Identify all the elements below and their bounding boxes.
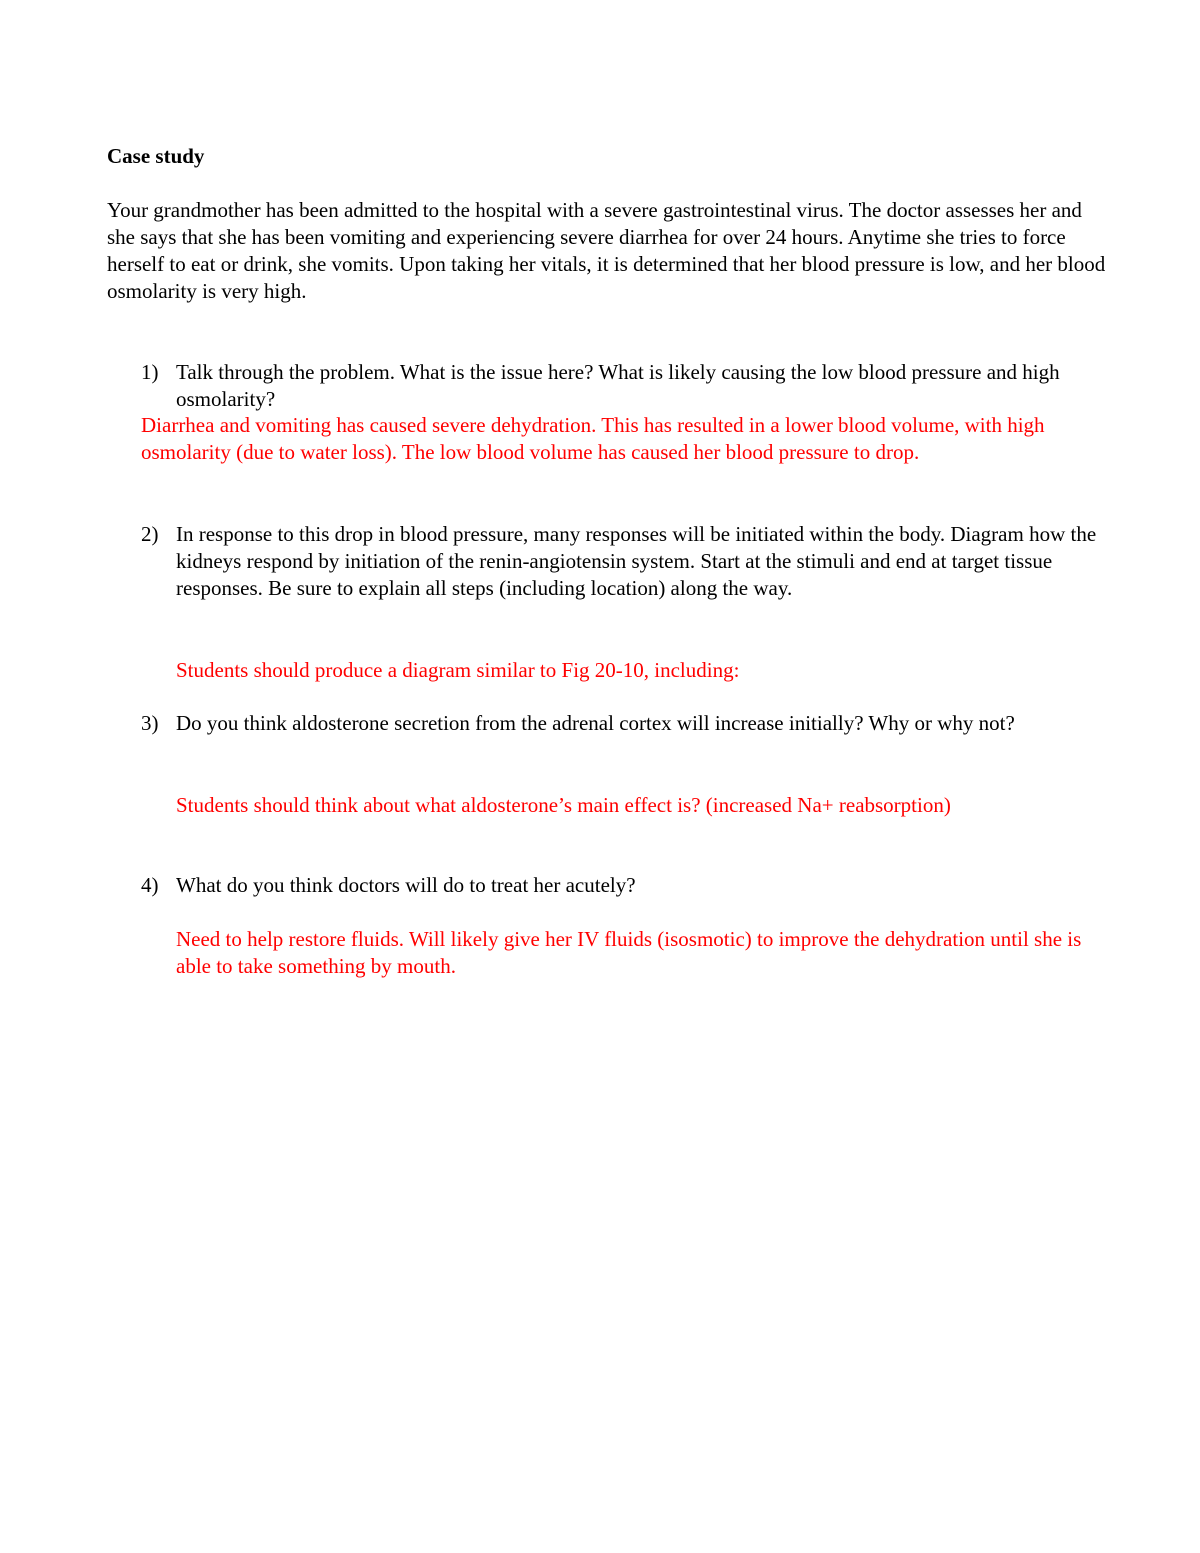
question-text: In response to this drop in blood pressure, many responses will be initiated within the body. Diagram how the kidneys respond by initiation of the renin-angiotensin system. Start at the stimuli and end at target tissue responses. Be sure to explain all steps (including location) along the way.	[176, 522, 1097, 600]
question-text: Do you think aldosterone secretion from the adrenal cortex will increase initially? Why or why not?	[176, 711, 1015, 735]
answer-3: Students should think about what aldosterone’s main effect is? (increased Na+ reabsorption)	[176, 793, 951, 817]
answer-2: Students should produce a diagram similar to Fig 20-10, including:	[176, 658, 740, 682]
question-number: 4)	[141, 873, 159, 897]
question-3	[141, 710, 1101, 737]
question-4	[141, 872, 1101, 899]
answer-1: Diarrhea and vomiting has caused severe dehydration. This has resulted in a lower blood volume, with high osmolarity (due to water loss). The low blood volume has caused her blood pressure to drop.	[141, 413, 1045, 464]
question-number: 2)	[141, 522, 159, 546]
question-2	[141, 521, 1101, 602]
question-number: 1)	[141, 360, 159, 384]
answer-4: Need to help restore fluids. Will likely give her IV fluids (isosmotic) to improve the dehydration until she is able to take something by mouth.	[176, 927, 1082, 978]
question-text: What do you think doctors will do to treat her acutely?	[176, 873, 636, 897]
case-intro-paragraph: Your grandmother has been admitted to the hospital with a severe gastrointestinal virus. The doctor assesses her and she says that she has been vomiting and experiencing severe diarrhea for over 24 hours. Anytime she tries to force herself to eat or drink, she vomits. Upon taking her vitals, it is determined that her blood pressure is low, and her blood osmolarity is very high.	[107, 198, 1106, 303]
question-number: 3)	[141, 711, 159, 735]
question-1	[141, 359, 1101, 413]
document-title: Case study	[107, 144, 205, 168]
question-text: Talk through the problem. What is the issue here? What is likely causing the low blood pressure and high osmolarity?	[176, 360, 1060, 411]
